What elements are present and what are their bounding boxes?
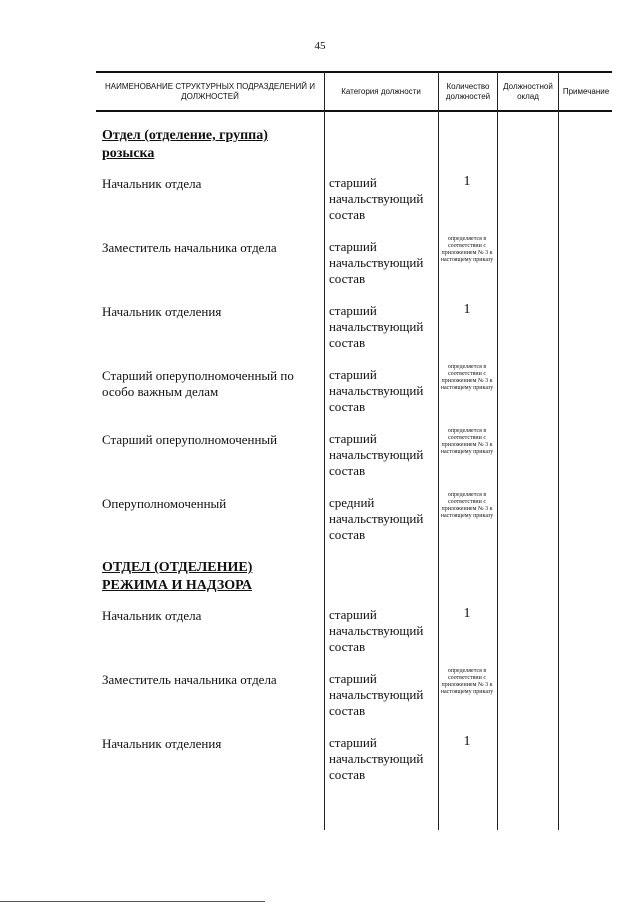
section-title: ОТДЕЛ (ОТДЕЛЕНИЕ) РЕЖИМА И НАДЗОРА xyxy=(102,560,253,593)
position-name: Заместитель начальника отдела xyxy=(102,672,277,687)
position-count-note: определяется в соответствии с приложением № 3 к настоящему приказу xyxy=(440,364,494,391)
position-count: 1 xyxy=(463,734,471,749)
header-count-column: Количество должностей xyxy=(445,82,491,101)
header-category-column: Категория должности xyxy=(341,87,421,96)
position-category: старший начальствующий состав xyxy=(329,607,424,654)
position-name: Оперуполномоченный xyxy=(102,496,227,511)
position-category: средний начальствующий состав xyxy=(329,495,424,542)
header-salary-column: Должностной оклад xyxy=(503,82,553,101)
position-count-note: определяется в соответствии с приложением № 3 к настоящему приказу xyxy=(440,492,494,519)
header-note-column: Примечание xyxy=(562,87,610,96)
section-title: Отдел (отделение, группа) розыска xyxy=(102,128,268,161)
position-category: старший начальствующий состав xyxy=(329,367,424,414)
page-number: 45 xyxy=(314,40,326,52)
position-name: Начальник отделения xyxy=(102,736,222,751)
position-name: Старший оперуполномоченный xyxy=(102,432,278,447)
column-divider xyxy=(324,72,325,830)
column-divider xyxy=(497,72,498,830)
position-name: Начальник отдела xyxy=(102,608,202,623)
header-bottom-rule xyxy=(96,110,612,112)
header-name-column: НАИМЕНОВАНИЕ СТРУКТУРНЫХ ПОДРАЗДЕЛЕНИЙ И ДОЛЖНОСТЕЙ xyxy=(104,82,316,101)
position-count-note: определяется в соответствии с приложением № 3 к настоящему приказу xyxy=(440,428,494,455)
position-count: 1 xyxy=(463,174,471,189)
position-count-note: определяется в соответствии с приложением № 3 к настоящему приказу xyxy=(440,668,494,695)
position-category: старший начальствующий состав xyxy=(329,735,424,782)
position-count: 1 xyxy=(463,302,471,317)
table-top-rule xyxy=(96,71,612,73)
position-count: 1 xyxy=(463,606,471,621)
position-category: старший начальствующий состав xyxy=(329,671,424,718)
position-name: Заместитель начальника отдела xyxy=(102,240,277,255)
position-category: старший начальствующий состав xyxy=(329,431,424,478)
position-name: Начальник отдела xyxy=(102,176,202,191)
position-name: Старший оперуполномоченный по особо важным делам xyxy=(102,368,294,399)
scan-edge-rule xyxy=(0,901,265,902)
position-category: старший начальствующий состав xyxy=(329,239,424,286)
position-category: старший начальствующий состав xyxy=(329,303,424,350)
position-name: Начальник отделения xyxy=(102,304,222,319)
position-count-note: определяется в соответствии с приложением № 3 к настоящему приказу xyxy=(440,236,494,263)
position-category: старший начальствующий состав xyxy=(329,175,424,222)
column-divider xyxy=(558,72,559,830)
